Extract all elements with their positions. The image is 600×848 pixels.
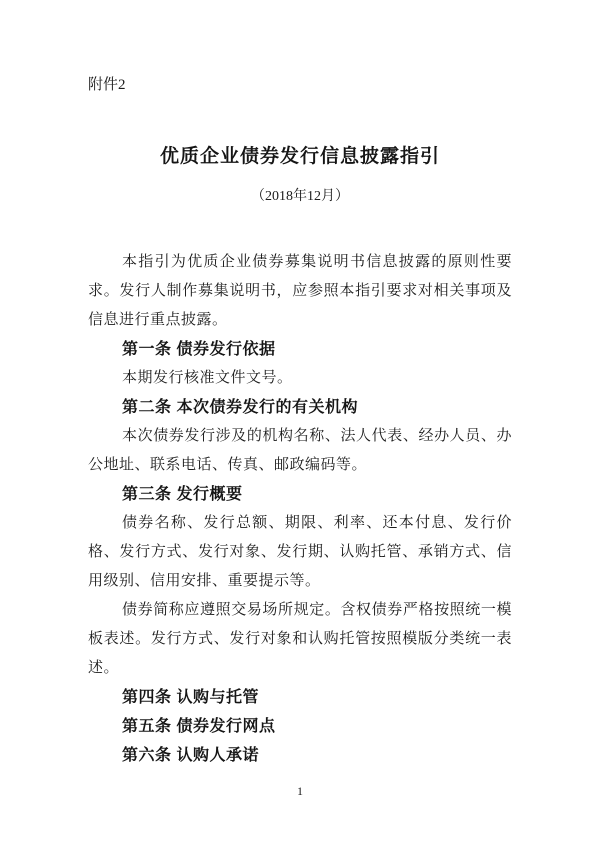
document-title: 优质企业债券发行信息披露指引 [159,146,440,167]
section-heading-article-5: 第五条 债券发行网点 [122,718,276,735]
article-3-paragraph-1: 债券名称、发行总额、期限、利率、还本付息、发行价格、发行方式、发行对象、发行期、认购托管、承销方式、信用级别、信用安排、重要提示等。 [88,515,512,589]
article-2-paragraph: 本次债券发行涉及的机构名称、法人代表、经办人员、办公地址、联系电话、传真、邮政编码等。 [88,428,512,473]
attachment-label: 附件2 [88,77,126,93]
intro-paragraph: 本指引为优质企业债券募集说明书信息披露的原则性要求。发行人制作募集说明书，应参照本指引要求对相关事项及信息进行重点披露。 [88,254,512,328]
article-1-paragraph: 本期发行核准文件文号。 [122,370,293,386]
section-heading-article-6: 第六条 认购人承诺 [122,747,259,764]
section-heading-article-4: 第四条 认购与托管 [122,689,259,706]
document-body [88,248,512,770]
section-heading-article-2: 第二条 本次债券发行的有关机构 [122,399,358,416]
page-number: 1 [297,784,303,798]
section-heading-article-3: 第三条 发行概要 [122,486,243,503]
section-heading-article-1: 第一条 债券发行依据 [122,341,276,358]
article-3-paragraph-2: 债券简称应遵照交易场所规定。含权债券严格按照统一模板表述。发行方式、发行对象和认购托管按照模版分类统一表述。 [88,602,512,676]
document-date: （2018年12月） [251,189,349,204]
